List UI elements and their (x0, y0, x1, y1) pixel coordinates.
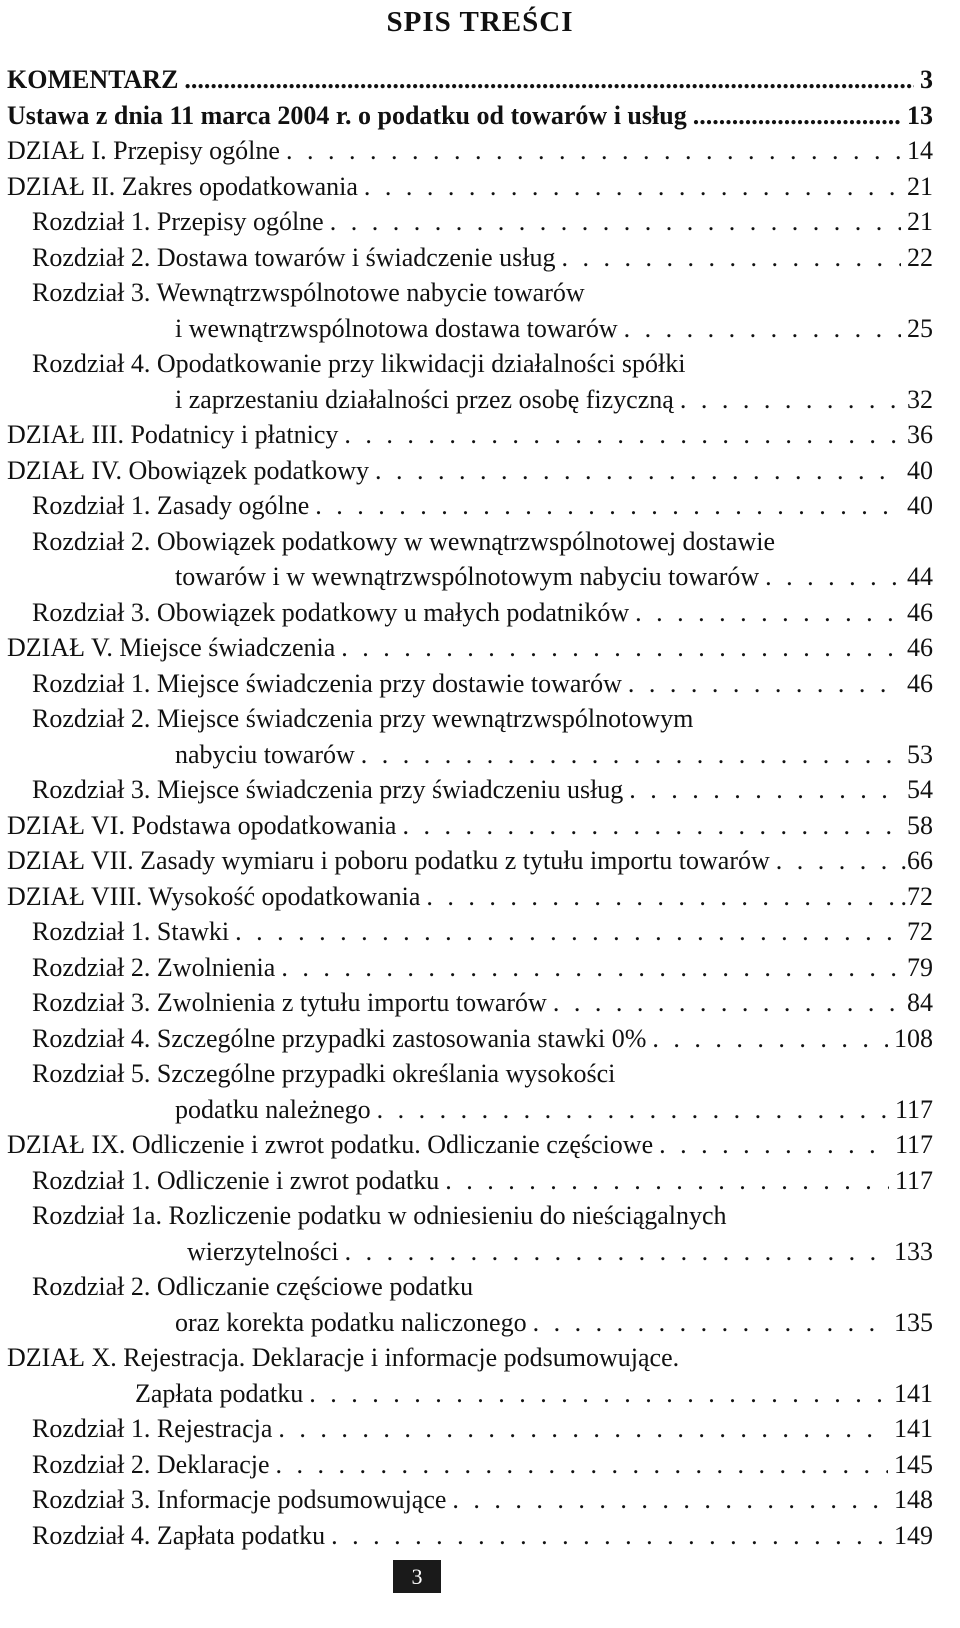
toc-entry-line (7, 98, 933, 134)
dot-leader (624, 311, 901, 347)
toc-entry-title: Rozdział 3. Obowiązek podatkowy u małych podatników (32, 597, 630, 627)
toc-entry-line (7, 453, 933, 489)
toc-entry-title: Rozdział 1. Przepisy ogólne (32, 207, 324, 236)
toc-page-number: 79 (907, 952, 933, 982)
toc-entry-line (7, 950, 933, 986)
toc-page-number: 36 (907, 420, 933, 449)
toc-entry-line (7, 1127, 933, 1163)
dot-leader (377, 1092, 889, 1128)
toc-entry-title: towarów i w wewnątrzwspólnotowym nabyciu towarów (175, 562, 760, 591)
toc-page-number: 25 (907, 313, 933, 343)
toc-page-number: 14 (907, 136, 933, 165)
toc-entry-continuation (7, 382, 933, 418)
toc-entry-title: Rozdział 5. Szczególne przypadki określania wysokości (32, 1059, 616, 1088)
toc-entry-title: Rozdział 3. Wewnątrzwspólnotowe nabycie towarów (32, 278, 585, 307)
toc-page-number: 40 (907, 455, 933, 485)
dot-leader (628, 666, 901, 702)
toc-entry-line (7, 879, 933, 915)
toc-entry[interactable] (7, 488, 933, 524)
toc-entry-title: DZIAŁ VIII. Wysokość opodatkowania (7, 881, 421, 911)
toc-entry-continuation (7, 1305, 933, 1341)
toc-page-number: 40 (907, 491, 933, 520)
toc-entry[interactable] (7, 595, 933, 631)
toc-entry-continuation (7, 737, 933, 773)
page-number-badge: 3 (393, 1560, 441, 1593)
dot-leader (184, 62, 914, 98)
dot-leader (680, 382, 901, 418)
dot-leader (445, 1163, 889, 1199)
toc-entry[interactable] (7, 1269, 933, 1340)
toc-page-number: .66 (900, 846, 933, 875)
toc-entry-title: Zapłata podatku (135, 1378, 304, 1408)
toc-page-number: 53 (907, 739, 933, 769)
toc-entry-line (7, 62, 933, 98)
toc-entry[interactable] (7, 1198, 933, 1269)
toc-entry[interactable] (7, 772, 933, 808)
dot-leader (278, 1411, 888, 1447)
toc-entry-line (7, 1447, 933, 1483)
toc-entry[interactable] (7, 950, 933, 986)
dot-leader (341, 630, 901, 666)
toc-entry-line (7, 488, 933, 524)
table-of-contents (7, 62, 933, 1553)
toc-entry-line (7, 133, 933, 169)
dot-leader (533, 1305, 888, 1341)
toc-entry[interactable] (7, 1056, 933, 1127)
toc-page-number: 108 (894, 1023, 933, 1053)
toc-entry[interactable] (7, 1518, 933, 1554)
toc-page-number: 117 (894, 1094, 933, 1124)
toc-entry-line (7, 914, 933, 950)
toc-entry-title: Rozdział 3. Miejsce świadczenia przy świadczeniu usług (32, 775, 624, 804)
toc-entry-title: nabyciu towarów (175, 739, 355, 769)
toc-page-number: 13 (907, 100, 933, 130)
toc-page-number: 46 (907, 668, 933, 698)
dot-leader (426, 879, 894, 915)
toc-page-number: 3 (920, 65, 933, 94)
dot-leader (452, 1482, 888, 1518)
toc-page-number: 21 (907, 171, 933, 201)
toc-entry-title: DZIAŁ I. Przepisy ogólne (7, 136, 280, 165)
toc-entry[interactable] (7, 204, 933, 240)
toc-entry[interactable] (7, 62, 933, 98)
dot-leader (276, 1447, 889, 1483)
toc-page-number: 84 (907, 988, 933, 1017)
toc-entry[interactable] (7, 524, 933, 595)
toc-entry-title: i wewnątrzwspólnotowa dostawa towarów (175, 313, 618, 343)
toc-entry-line (7, 701, 933, 737)
toc-entry-line (7, 169, 933, 205)
toc-entry-continuation (7, 1234, 933, 1270)
dot-leader (281, 950, 901, 986)
toc-entry[interactable] (7, 666, 933, 702)
toc-entry-line (7, 1198, 933, 1234)
toc-entry-line (7, 346, 933, 382)
toc-entry-title: Ustawa z dnia 11 marca 2004 r. o podatku od towarów i usług (7, 100, 687, 130)
toc-page-number: 133 (894, 1236, 933, 1266)
toc-page-number: 117 (894, 1130, 933, 1159)
toc-entry-title: Rozdział 2. Deklaracje (32, 1449, 270, 1479)
toc-entry-line (7, 985, 933, 1021)
toc-entry-title: Rozdział 2. Zwolnienia (32, 952, 276, 982)
dot-leader (693, 98, 901, 134)
toc-entry-title: Rozdział 1a. Rozliczenie podatku w odniesieniu do nieściągalnych (32, 1201, 727, 1230)
dot-leader (315, 488, 901, 524)
toc-entry-title: DZIAŁ IV. Obowiązek podatkowy (7, 455, 369, 485)
toc-page-number: 44 (907, 562, 933, 591)
toc-entry-line (7, 275, 933, 311)
toc-entry-title: DZIAŁ III. Podatnicy i płatnicy (7, 420, 339, 449)
toc-page-number: 46 (907, 633, 933, 662)
toc-page-number: .72 (900, 881, 933, 911)
toc-entry-line (7, 524, 933, 560)
toc-entry-title: Rozdział 3. Zwolnienia z tytułu importu towarów (32, 988, 547, 1017)
toc-page-number: 149 (894, 1520, 933, 1550)
dot-leader (402, 808, 901, 844)
toc-entry-title: DZIAŁ II. Zakres opodatkowania (7, 171, 358, 201)
toc-page-number: 21 (907, 207, 933, 236)
toc-entry[interactable] (7, 985, 933, 1021)
dot-leader (561, 240, 901, 276)
toc-entry[interactable] (7, 98, 933, 134)
dot-leader (635, 595, 901, 631)
dot-leader (286, 133, 901, 169)
toc-entry-title: Rozdział 2. Obowiązek podatkowy w wewnątrzwspólnotowej dostawie (32, 526, 775, 556)
page-title: SPIS TREŚCI (386, 6, 574, 38)
toc-entry-line (7, 1269, 933, 1305)
toc-entry-title: Rozdział 2. Odliczanie częściowe podatku (32, 1272, 474, 1301)
toc-entry-title: Rozdział 2. Miejsce świadczenia przy wewnątrzwspólnotowym (32, 704, 694, 733)
dot-leader (309, 1376, 888, 1412)
toc-entry-title: Rozdział 3. Informacje podsumowujące (32, 1485, 447, 1514)
toc-entry-line (7, 1482, 933, 1518)
toc-entry-title: Rozdział 1. Stawki (32, 917, 230, 946)
toc-entry-continuation (7, 1376, 933, 1412)
toc-entry-continuation (7, 311, 933, 347)
toc-entry[interactable] (7, 1127, 933, 1163)
toc-entry-title: Rozdział 1. Miejsce świadczenia przy dostawie towarów (32, 668, 622, 698)
toc-page-number: 22 (907, 242, 933, 272)
toc-entry[interactable] (7, 453, 933, 489)
dot-leader (553, 985, 901, 1021)
toc-page-number: 32 (907, 384, 933, 414)
toc-entry[interactable] (7, 1163, 933, 1199)
toc-entry[interactable] (7, 1447, 933, 1483)
toc-entry[interactable] (7, 133, 933, 169)
toc-entry-line (7, 1518, 933, 1554)
toc-entry[interactable] (7, 417, 933, 453)
toc-entry[interactable] (7, 346, 933, 417)
toc-entry-title: Rozdział 2. Dostawa towarów i świadczenie usług (32, 242, 556, 272)
toc-page-number: 117 (894, 1165, 933, 1195)
toc-entry-title: KOMENTARZ (7, 65, 179, 94)
toc-page-number: 141 (894, 1378, 933, 1408)
toc-entry-continuation (7, 1092, 933, 1128)
toc-entry[interactable] (7, 1340, 933, 1411)
toc-page-number: 141 (894, 1414, 933, 1443)
toc-entry-line (7, 666, 933, 702)
toc-entry[interactable] (7, 808, 933, 844)
toc-page-number: 145 (894, 1449, 933, 1479)
toc-entry[interactable] (7, 240, 933, 276)
toc-entry-line (7, 1411, 933, 1447)
toc-entry[interactable] (7, 879, 933, 915)
dot-leader (235, 914, 901, 950)
toc-entry-title: DZIAŁ VII. Zasady wymiaru i poboru podatku z tytułu importu towarów (7, 846, 770, 875)
dot-leader (344, 417, 901, 453)
toc-entry[interactable] (7, 630, 933, 666)
toc-entry[interactable] (7, 701, 933, 772)
toc-entry-line (7, 595, 933, 631)
toc-entry-line (7, 204, 933, 240)
toc-entry-line (7, 1056, 933, 1092)
toc-entry[interactable] (7, 914, 933, 950)
dot-leader (765, 559, 901, 595)
dot-leader (364, 169, 901, 205)
toc-page-number: 54 (907, 775, 933, 804)
dot-leader (776, 843, 895, 879)
toc-page-number: 72 (907, 917, 933, 946)
toc-entry[interactable] (7, 1021, 933, 1057)
toc-entry-title: Rozdział 1. Zasady ogólne (32, 491, 310, 520)
dot-leader (345, 1234, 888, 1270)
toc-entry-line (7, 808, 933, 844)
toc-entry-line (7, 772, 933, 808)
toc-entry[interactable] (7, 1482, 933, 1518)
dot-leader (330, 204, 901, 240)
toc-entry[interactable] (7, 843, 933, 879)
dot-leader (331, 1518, 888, 1554)
toc-entry-title: Rozdział 4. Opodatkowanie przy likwidacji działalności spółki (32, 349, 686, 378)
toc-entry-line (7, 1021, 933, 1057)
toc-entry-title: DZIAŁ X. Rejestracja. Deklaracje i informacje podsumowujące. (7, 1343, 680, 1372)
toc-entry-continuation (7, 559, 933, 595)
toc-page-number: 58 (907, 810, 933, 840)
toc-entry[interactable] (7, 169, 933, 205)
toc-entry-title: Rozdział 4. Szczególne przypadki zastosowania stawki 0% (32, 1023, 647, 1053)
dot-leader (652, 1021, 888, 1057)
toc-entry-line (7, 630, 933, 666)
toc-entry-title: podatku należnego (175, 1094, 371, 1124)
dot-leader (659, 1127, 889, 1163)
dot-leader (375, 453, 901, 489)
toc-entry-line (7, 1340, 933, 1376)
toc-entry-title: oraz korekta podatku naliczonego (175, 1307, 527, 1337)
dot-leader (361, 737, 901, 773)
toc-entry-line (7, 417, 933, 453)
dot-leader (629, 772, 901, 808)
toc-entry-line (7, 240, 933, 276)
toc-entry-line (7, 1163, 933, 1199)
toc-entry-title: DZIAŁ VI. Podstawa opodatkowania (7, 810, 397, 840)
toc-entry-title: DZIAŁ V. Miejsce świadczenia (7, 633, 336, 662)
toc-entry-title: Rozdział 4. Zapłata podatku (32, 1520, 326, 1550)
toc-entry-title: wierzytelności (187, 1236, 339, 1266)
toc-entry-title: DZIAŁ IX. Odliczenie i zwrot podatku. Odliczanie częściowe (7, 1130, 654, 1159)
toc-entry-title: Rozdział 1. Odliczenie i zwrot podatku (32, 1165, 440, 1195)
toc-page-number: 148 (894, 1485, 933, 1514)
toc-entry-title: i zaprzestaniu działalności przez osobę fizyczną (175, 384, 674, 414)
toc-entry-line (7, 843, 933, 879)
toc-entry-title: Rozdział 1. Rejestracja (32, 1414, 273, 1443)
toc-entry[interactable] (7, 275, 933, 346)
toc-entry[interactable] (7, 1411, 933, 1447)
toc-page-number: 46 (907, 597, 933, 627)
toc-page-number: 135 (894, 1307, 933, 1337)
